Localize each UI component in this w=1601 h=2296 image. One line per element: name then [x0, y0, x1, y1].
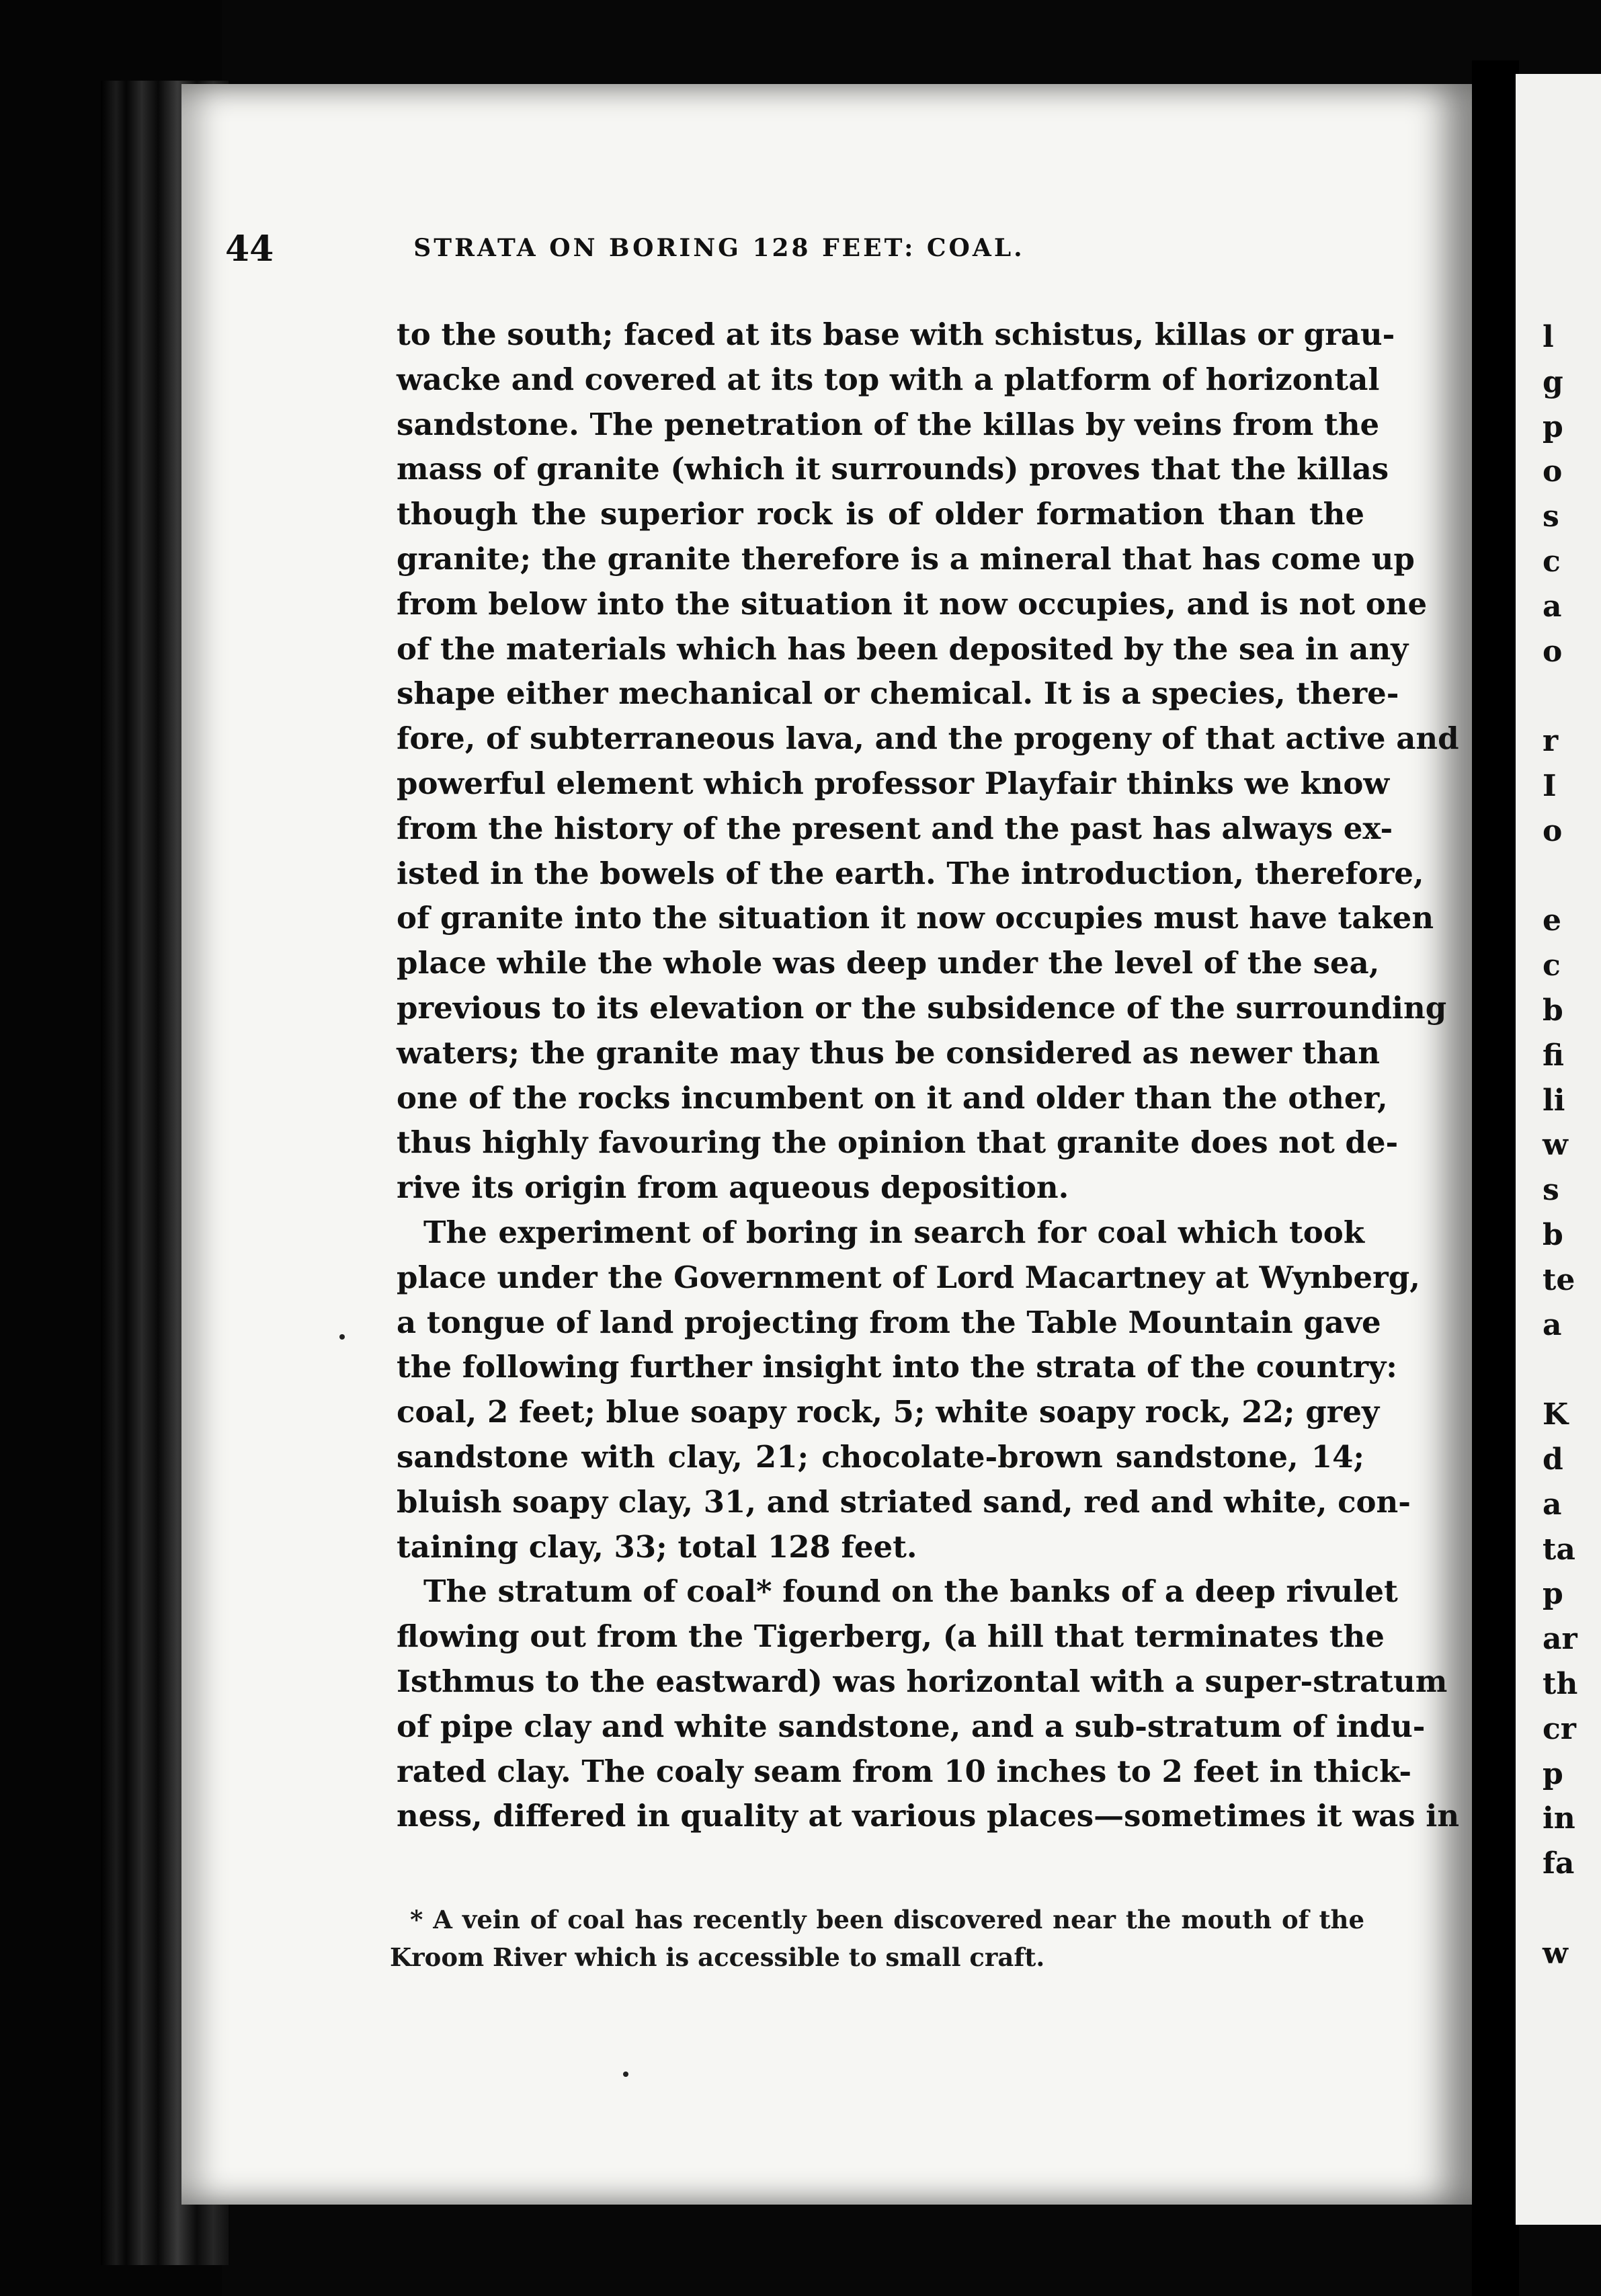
facing-page-fragment: in [1543, 1801, 1575, 1836]
text-line: shape either mechanical or chemical. It is a species, there- [397, 675, 1399, 712]
facing-page-fragment: d [1543, 1442, 1563, 1477]
facing-page-fragment: te [1543, 1262, 1575, 1297]
book-gutter [1472, 60, 1519, 2296]
text-line: isted in the bowels of the earth. The introduction, therefore, [397, 855, 1424, 891]
text-line: sandstone with clay, 21; chocolate-brown sandstone, 14; [397, 1438, 1364, 1475]
text-line: one of the rocks incumbent on it and older than the other, [397, 1079, 1388, 1116]
facing-page-fragment: K [1543, 1397, 1569, 1432]
facing-page-fragment: a [1543, 1307, 1562, 1342]
text-line: place while the whole was deep under the level of the sea, [397, 945, 1380, 981]
facing-page-fragment: o [1543, 454, 1563, 489]
running-head: STRATA ON BORING 128 FEET: COAL. [413, 234, 1025, 262]
text-line: from the history of the present and the past has always ex- [397, 810, 1393, 846]
facing-page-fragment: s [1543, 499, 1559, 534]
text-line: sandstone. The penetration of the killas by veins from the [397, 406, 1380, 442]
text-line: of pipe clay and white sandstone, and a sub-stratum of indu- [397, 1708, 1426, 1744]
facing-page-fragment: I [1543, 769, 1557, 803]
facing-page-edge [1516, 74, 1601, 2225]
text-line: bluish soapy clay, 31, and striated sand, red and white, con- [397, 1483, 1411, 1520]
facing-page-fragment: p [1543, 1577, 1563, 1612]
facing-page-fragment: r [1543, 724, 1559, 759]
text-line: from below into the situation it now occupies, and is not one [397, 585, 1428, 622]
text-line: rive its origin from aqueous deposition. [397, 1170, 1069, 1206]
text-line: taining clay, 33; total 128 feet. [397, 1528, 917, 1565]
facing-page-fragment: p [1543, 1756, 1563, 1791]
text-line: waters; the granite may thus be considered as newer than [397, 1034, 1380, 1071]
footnote-line: Kroom River which is accessible to small craft. [390, 1942, 1045, 1972]
facing-page-fragment: a [1543, 589, 1562, 624]
facing-page-fragment: th [1543, 1667, 1578, 1701]
page-header [225, 229, 1213, 276]
text-line: to the south; faced at its base with schistus, killas or grau- [397, 317, 1395, 352]
text-line: thus highly favouring the opinion that granite does not de- [397, 1124, 1399, 1161]
facing-page-fragment: p [1543, 409, 1563, 444]
text-line: flowing out from the Tigerberg, (a hill that terminates the [397, 1618, 1385, 1655]
text-line: coal, 2 feet; blue soapy rock, 5; white soapy rock, 22; grey [397, 1394, 1380, 1430]
footnote-line: * A vein of coal has recently been discovered near the mouth of the [410, 1905, 1364, 1934]
page-number: 44 [225, 229, 274, 270]
facing-page-fragment: fi [1543, 1038, 1564, 1073]
text-line: Isthmus to the eastward) was horizontal with a super-stratum [397, 1663, 1448, 1699]
text-line: ness, differed in quality at various places—sometimes it was in [397, 1798, 1460, 1834]
facing-page-fragment: b [1543, 993, 1563, 1028]
text-line: mass of granite (which it surrounds) proves that the killas [397, 451, 1389, 487]
ink-speck [339, 1334, 345, 1340]
facing-page-fragment: cr [1543, 1711, 1576, 1746]
text-line: of granite into the situation it now occupies must have taken [397, 900, 1434, 936]
facing-page-fragment: w [1543, 1128, 1568, 1163]
text-line: The experiment of boring in search for coal which took [423, 1214, 1364, 1250]
text-line: wacke and covered at its top with a platform of horizontal [397, 361, 1380, 397]
facing-page-fragment: w [1543, 1936, 1568, 1971]
facing-page-fragment: li [1543, 1083, 1565, 1118]
body-text [397, 313, 1460, 1839]
text-line: previous to its elevation or the subsidence of the surrounding [397, 989, 1447, 1026]
facing-page-fragment: c [1543, 544, 1561, 579]
facing-page-fragment: fa [1543, 1846, 1575, 1881]
text-line: of the materials which has been deposited by the sea in any [397, 630, 1409, 667]
facing-page-fragment: b [1543, 1218, 1563, 1252]
facing-page-fragment: o [1543, 813, 1563, 848]
text-line: rated clay. The coaly seam from 10 inches to 2 feet in thick- [397, 1753, 1412, 1789]
footnote [390, 1901, 1364, 1976]
facing-page-fragment: l [1543, 320, 1554, 354]
facing-page-fragment: o [1543, 634, 1563, 669]
text-line: fore, of subterraneous lava, and the progeny of that active and [397, 721, 1459, 757]
text-line: a tongue of land projecting from the Table Mountain gave [397, 1304, 1381, 1340]
text-line: place under the Government of Lord Macartney at Wynberg, [397, 1259, 1420, 1295]
text-line: The stratum of coal* found on the banks of a deep rivulet [423, 1573, 1398, 1610]
text-line: the following further insight into the strata of the country: [397, 1349, 1397, 1385]
facing-page-fragment: ta [1543, 1532, 1575, 1567]
facing-page-fragment: g [1543, 364, 1563, 399]
ink-speck [623, 2072, 628, 2077]
facing-page-fragment: s [1543, 1173, 1559, 1208]
facing-page-fragment: e [1543, 903, 1561, 938]
text-line: granite; the granite therefore is a mineral that has come up [397, 540, 1415, 577]
facing-page-fragment: ar [1543, 1622, 1577, 1657]
facing-page-fragment: a [1543, 1487, 1562, 1522]
text-line: though the superior rock is of older formation than the [397, 496, 1364, 532]
facing-page-fragment: c [1543, 948, 1561, 983]
text-line: powerful element which professor Playfair thinks we know [397, 765, 1390, 801]
